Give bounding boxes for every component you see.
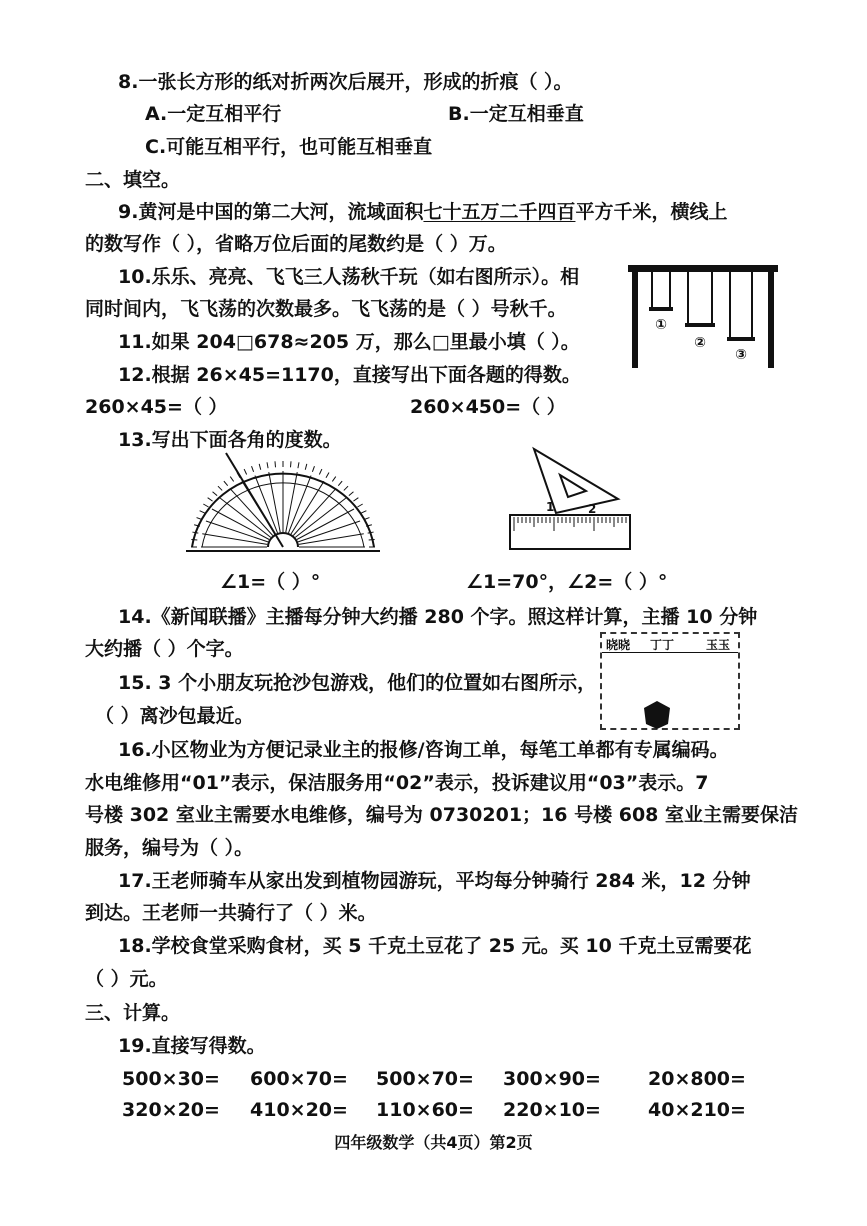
q8-option-c: C.可能互相平行，也可能互相垂直 [145,136,433,158]
protractor-outer-tick [298,462,299,468]
protractor-outer-tick [224,481,228,486]
swing-left-post [632,272,638,368]
set-square-ruler-figure [508,447,634,553]
q13-answer-2: ∠1=70°，∠2=（ ）° [466,571,668,593]
q19-row-1 [0,1068,867,1092]
protractor-outer-tick [344,486,348,490]
protractor-outer-tick [305,464,307,470]
protractor-outer-tick [353,498,358,501]
protractor-outer-tick [369,540,375,541]
child-name-dingding: 丁丁 [650,638,675,652]
protractor-tick [299,534,364,545]
swing-2 [685,272,715,327]
protractor-outer-tick [191,540,197,541]
page-footer: 四年级数学（共4页）第2页 [334,1133,533,1152]
q8-option-a: A.一定互相平行 [145,103,282,125]
q19-expr: 220×10= [503,1099,601,1121]
swing-right-post [768,272,774,368]
protractor-outer-tick [275,461,276,467]
angle-1-label: 1 [546,500,555,514]
q9-underlined-number: 七十五万二千四百 [423,201,576,223]
q17-line1: 17.王老师骑车从家出发到植物园游玩，平均每分钟骑行 284 米，12 分钟 [118,870,751,892]
q10-line1: 10.乐乐、亮亮、飞飞三人荡秋千玩（如右图所示）。相 [118,266,580,288]
swing-label-2: ② [694,335,706,351]
protractor-outer-tick [192,532,198,533]
q9-text-post: 平方千米，横线上 [575,201,728,223]
protractor-outer-tick [326,473,329,478]
protractor-outer-tick [349,492,354,496]
q18-line1: 18.学校食堂采购食材，买 5 千克土豆花了 25 元。买 10 千克土豆需要花 [118,935,752,957]
q16-line4: 服务，编号为（ ）。 [85,837,254,859]
protractor-tick [206,521,268,542]
q19-expr: 410×20= [250,1099,348,1121]
protractor-outer-tick [338,481,342,486]
section-heading-fill: 二、填空。 [85,169,181,191]
protractor-outer-tick [361,511,366,514]
swing-top-bar [628,265,778,272]
q19-expr: 320×20= [122,1099,220,1121]
q12-part-b: 260×450=（ ） [410,396,566,418]
q16-line1: 16.小区物业为方便记录业主的报修/咨询工单，每笔工单都有专属编码。 [118,739,729,761]
q8-stem: 8.一张长方形的纸对折两次后展开，形成的折痕（ ）。 [118,71,573,93]
protractor-tick [269,472,280,532]
q13-answer-1: ∠1=（ ）° [220,571,321,593]
q19-expr: 500×70= [376,1068,474,1090]
section-heading-compute: 三、计算。 [85,1002,181,1024]
angle-2-label: 2 [588,502,597,516]
q16-line3: 号楼 302 室业主需要水电维修，编号为 0730201；16 号楼 608 室业主需要保洁 [85,804,798,826]
protractor-outer-tick [290,461,291,467]
q9-line2: 的数写作（ ），省略万位后面的尾数约是（ ）万。 [85,233,507,255]
swing-3 [727,272,755,341]
protractor-outer-tick [332,477,335,482]
q13-stem: 13.写出下面各角的度数。 [118,429,342,451]
swing-label-1: ① [655,317,667,333]
q19-expr: 20×800= [648,1068,746,1090]
protractor-outer-tick [213,492,218,496]
protractor-tick [298,521,360,542]
q19-expr: 300×90= [503,1068,601,1090]
q15-line2: （ ）离沙包最近。 [95,705,254,727]
protractor-outer-tick [208,498,213,501]
q10-line2: 同时间内，飞飞荡的次数最多。飞飞荡的是（ ）号秋千。 [85,298,567,320]
sandbag-icon [642,700,672,730]
protractor-outer-tick [368,532,374,533]
q18-line2: （ ）元。 [85,968,168,990]
q19-row-2 [0,1099,867,1123]
q11-text: 11.如果 204□678≈205 万，那么□里最小填（ ）。 [118,331,580,353]
q19-expr: 600×70= [250,1068,348,1090]
q9-text-pre: 9.黄河是中国的第二大河，流域面积 [118,201,424,223]
q19-stem: 19.直接写得数。 [118,1035,266,1057]
q19-expr: 110×60= [376,1099,474,1121]
q8-option-b: B.一定互相垂直 [448,103,584,125]
q16-line2: 水电维修用“01”表示，保洁服务用“02”表示，投诉建议用“03”表示。7 [85,772,709,794]
protractor-outer-tick [244,469,247,474]
protractor-outer-tick [252,466,254,472]
protractor-outer-tick [267,462,268,468]
q19-expr: 500×30= [122,1068,220,1090]
protractor-outer-tick [319,469,322,474]
protractor-outer-tick [230,477,233,482]
protractor-outer-tick [218,486,222,490]
protractor-outer-tick [357,504,362,507]
protractor-tick [286,472,297,532]
protractor-outer-tick [259,464,261,470]
q14-line1: 14.《新闻联播》主播每分钟大约播 280 个字。照这样计算，主播 10 分钟 [118,606,758,628]
q17-line2: 到达。王老师一共骑行了（ ）米。 [85,902,377,924]
q12-part-a: 260×45=（ ） [85,396,228,418]
q19-expr: 40×210= [648,1099,746,1121]
q12-stem: 12.根据 26×45=1170，直接写出下面各题的得数。 [118,364,581,386]
protractor-figure [186,455,382,555]
child-name-xiaoxiao: 晓晓 [606,638,631,652]
q15-line1: 15. 3 个小朋友玩抢沙包游戏，他们的位置如右图所示， [118,672,597,694]
swing-diagram [628,263,780,371]
q14-line2: 大约播（ ）个字。 [85,638,244,660]
protractor-tick [202,534,267,545]
protractor-outer-tick [200,511,205,514]
q9-line1 [118,200,727,224]
swing-label-3: ③ [735,347,747,363]
protractor-outer-tick [203,504,208,507]
child-name-yuyu: 玉玉 [706,638,731,652]
protractor-outer-tick [312,466,314,472]
swing-1 [649,272,673,311]
sandbag-diagram [600,632,740,730]
